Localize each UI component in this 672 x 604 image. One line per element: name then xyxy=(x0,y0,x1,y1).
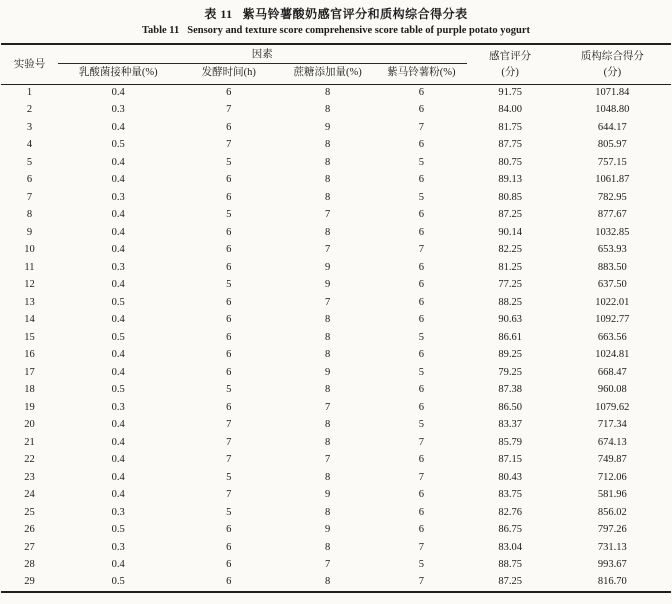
table-cell: 7 xyxy=(26,191,33,203)
table-cell: 6 xyxy=(418,86,425,98)
table-cell: 9 xyxy=(324,489,331,500)
table-cell: 7 xyxy=(418,576,425,587)
table-cell: 0.4 xyxy=(111,86,125,98)
table-cell: 28 xyxy=(24,559,35,570)
table-cell: 8 xyxy=(324,471,331,483)
table-cell: 7 xyxy=(324,559,331,570)
header-experiment-no: 实验号 xyxy=(13,59,46,70)
table-cell: 23 xyxy=(24,471,35,483)
table-cell: 653.93 xyxy=(597,244,627,255)
table-row xyxy=(1,557,671,575)
table-cell: 6 xyxy=(418,296,425,308)
table-cell: 5 xyxy=(418,191,425,203)
table-cell: 7 xyxy=(226,489,232,500)
header-sensory-score-line1: 感官评分 xyxy=(489,50,532,62)
table-cell: 6 xyxy=(418,314,425,325)
table-row xyxy=(1,224,671,242)
table-cell: 8 xyxy=(324,191,331,203)
table-cell: 0.5 xyxy=(111,296,125,308)
table-row xyxy=(1,154,671,172)
table-cell: 1024.81 xyxy=(595,349,630,360)
table-cell: 712.06 xyxy=(597,471,627,483)
table-cell: 14 xyxy=(24,314,35,325)
table-cell: 9 xyxy=(324,524,331,535)
table-body xyxy=(1,84,671,592)
table-cell: 18 xyxy=(24,384,35,395)
table-cell: 5 xyxy=(226,156,232,168)
table-cell: 757.15 xyxy=(597,156,627,168)
table-cell: 5 xyxy=(418,366,425,378)
table-cell: 79.25 xyxy=(498,366,522,378)
table-cell: 5 xyxy=(418,331,425,343)
table-cell: 13 xyxy=(24,296,35,308)
table-cell: 80.43 xyxy=(498,471,522,483)
table-cell: 6 xyxy=(418,506,425,518)
table-cell: 6 xyxy=(226,226,232,238)
table-row xyxy=(1,469,671,487)
table-cell: 6 xyxy=(226,174,232,185)
table-cell: 7 xyxy=(418,436,425,448)
table-cell: 81.75 xyxy=(498,121,522,133)
table-row xyxy=(1,434,671,452)
table-cell: 1079.62 xyxy=(595,401,630,413)
table-cell: 88.75 xyxy=(498,559,522,570)
table-cell: 84.00 xyxy=(498,104,522,115)
table-cell: 8 xyxy=(324,226,331,238)
table-cell: 83.37 xyxy=(498,419,522,430)
table-cell: 0.4 xyxy=(111,454,125,465)
table-cell: 782.95 xyxy=(597,191,627,203)
table-cell: 6 xyxy=(226,366,232,378)
table-cell: 8 xyxy=(324,384,331,395)
table-row xyxy=(1,364,671,382)
table-row xyxy=(1,399,671,417)
table-row xyxy=(1,294,671,312)
table-cell: 87.25 xyxy=(498,576,522,587)
table-cell: 8 xyxy=(324,349,331,360)
table-cell: 6 xyxy=(226,314,232,325)
table-cell: 6 xyxy=(226,541,232,553)
table-row xyxy=(1,487,671,505)
table-cell: 7 xyxy=(418,471,425,483)
table-cell: 1048.80 xyxy=(595,104,630,115)
table-cell: 0.4 xyxy=(111,244,125,255)
table-cell: 86.75 xyxy=(498,524,522,535)
table-cell: 9 xyxy=(324,366,331,378)
table-cell: 7 xyxy=(226,454,232,465)
table-cell: 17 xyxy=(24,366,35,378)
table-cell: 637.50 xyxy=(597,279,627,290)
table-cell: 0.4 xyxy=(111,209,125,220)
table-row xyxy=(1,137,671,155)
table-cell: 6 xyxy=(226,576,232,587)
table-row xyxy=(1,539,671,557)
table-cell: 26 xyxy=(24,524,35,535)
table-row xyxy=(1,417,671,435)
header-group-row xyxy=(1,44,671,63)
table-cell: 6 xyxy=(418,209,425,220)
table-row xyxy=(1,277,671,295)
table-cell: 8 xyxy=(26,209,33,220)
table-cell: 87.15 xyxy=(498,454,522,465)
table-cell: 8 xyxy=(324,419,331,430)
table-cell: 25 xyxy=(24,506,35,518)
table-row xyxy=(1,522,671,540)
table-cell: 5 xyxy=(418,156,425,168)
table-cell: 0.4 xyxy=(111,366,125,378)
table-cell: 0.4 xyxy=(111,174,125,185)
table-cell: 12 xyxy=(24,279,35,290)
table-cell: 82.25 xyxy=(498,244,522,255)
table-header xyxy=(1,44,671,84)
table-cell: 6 xyxy=(418,384,425,395)
header-factor-fermentation-time: 发酵时间(h) xyxy=(201,67,256,79)
table-cell: 0.4 xyxy=(111,279,125,290)
table-cell: 7 xyxy=(418,244,425,255)
table-cell: 90.14 xyxy=(498,226,522,238)
table-cell: 805.97 xyxy=(597,139,627,150)
table-cell: 86.61 xyxy=(498,331,522,343)
table-cell: 0.4 xyxy=(111,471,125,483)
table-cell: 6 xyxy=(226,121,232,133)
table-cell: 0.4 xyxy=(111,314,125,325)
table-cell: 5 xyxy=(226,384,232,395)
table-cell: 5 xyxy=(418,559,425,570)
table-cell: 6 xyxy=(226,244,232,255)
table-cell: 77.25 xyxy=(498,279,522,290)
table-cell: 7 xyxy=(418,541,425,553)
table-cell: 8 xyxy=(324,156,331,168)
table-caption-en xyxy=(1,25,671,36)
table-cell: 668.47 xyxy=(597,366,627,378)
table-cell: 0.3 xyxy=(111,541,125,553)
table-cell: 717.34 xyxy=(597,419,627,430)
table-row xyxy=(1,312,671,330)
header-sensory-score xyxy=(467,44,554,84)
table-cell: 883.50 xyxy=(597,261,627,273)
table-cell: 27 xyxy=(24,541,35,553)
table-cell: 8 xyxy=(324,331,331,343)
table-cell: 8 xyxy=(324,314,331,325)
table-cell: 2 xyxy=(26,104,33,115)
table-cell: 0.3 xyxy=(111,104,125,115)
table-cell: 89.25 xyxy=(498,349,522,360)
table-caption-en-label: Table 11 xyxy=(141,25,180,36)
table-cell: 0.5 xyxy=(111,331,125,343)
table-cell: 6 xyxy=(26,174,33,185)
table-row xyxy=(1,504,671,522)
table-cell: 0.3 xyxy=(111,401,125,413)
table-caption-zh-label: 表 11 xyxy=(204,7,233,21)
table-cell: 7 xyxy=(324,209,331,220)
table-cell: 82.76 xyxy=(498,506,522,518)
table-cell: 80.85 xyxy=(498,191,522,203)
header-factor-sucrose: 蔗糖添加量(%) xyxy=(293,67,362,79)
table-cell: 6 xyxy=(418,349,425,360)
table-cell: 6 xyxy=(226,331,232,343)
table-cell: 6 xyxy=(418,261,425,273)
header-factor-potato-powder: 紫马铃薯粉(%) xyxy=(387,67,456,79)
table-cell: 6 xyxy=(226,261,232,273)
table-cell: 6 xyxy=(418,174,425,185)
table-cell: 0.4 xyxy=(111,226,125,238)
table-cell: 24 xyxy=(24,489,35,500)
table-cell: 9 xyxy=(324,261,331,273)
table-cell: 6 xyxy=(418,279,425,290)
table-row xyxy=(1,329,671,347)
table-cell: 0.3 xyxy=(111,191,125,203)
score-table xyxy=(1,43,671,593)
table-cell: 1 xyxy=(26,86,33,98)
table-cell: 5 xyxy=(226,506,232,518)
table-cell: 663.56 xyxy=(597,331,627,343)
table-cell: 6 xyxy=(418,401,425,413)
header-factor-inoculation: 乳酸菌接种量(%) xyxy=(78,67,158,79)
table-cell: 8 xyxy=(324,104,331,115)
table-cell: 6 xyxy=(418,226,425,238)
table-cell: 7 xyxy=(226,419,232,430)
table-caption-zh-text: 紫马铃薯酸奶感官评分和质构综合得分表 xyxy=(242,7,468,21)
table-row xyxy=(1,102,671,120)
table-cell: 8 xyxy=(324,541,331,553)
table-row xyxy=(1,242,671,260)
table-cell: 0.4 xyxy=(111,436,125,448)
table-row xyxy=(1,259,671,277)
header-texture-score-line2: (分) xyxy=(603,67,622,79)
table-cell: 7 xyxy=(324,454,331,465)
table-cell: 7 xyxy=(226,104,232,115)
table-cell: 4 xyxy=(26,139,33,150)
table-cell: 0.4 xyxy=(111,349,125,360)
table-cell: 21 xyxy=(24,436,35,448)
table-cell: 1071.84 xyxy=(595,86,630,98)
table-caption-zh xyxy=(1,5,671,22)
header-factors-group: 因素 xyxy=(58,44,467,63)
table-cell: 8 xyxy=(324,506,331,518)
table-cell: 10 xyxy=(24,244,35,255)
table-cell: 11 xyxy=(24,261,35,273)
table-cell: 81.25 xyxy=(498,261,522,273)
table-cell: 0.5 xyxy=(111,384,125,395)
table-cell: 20 xyxy=(24,419,35,430)
table-cell: 9 xyxy=(324,121,331,133)
table-cell: 993.67 xyxy=(597,559,627,570)
table-cell: 0.4 xyxy=(111,156,125,168)
table-cell: 1092.77 xyxy=(595,314,630,325)
table-row xyxy=(1,452,671,470)
table-cell: 0.3 xyxy=(111,506,125,518)
table-cell: 1022.01 xyxy=(595,296,630,308)
table-row xyxy=(1,207,671,225)
table-cell: 8 xyxy=(324,86,331,98)
table-cell: 8 xyxy=(324,576,331,587)
table-cell: 9 xyxy=(324,279,331,290)
table-cell: 6 xyxy=(418,454,425,465)
table-cell: 85.79 xyxy=(498,436,522,448)
table-cell: 6 xyxy=(418,104,425,115)
table-cell: 6 xyxy=(226,559,232,570)
header-sensory-score-line2: (分) xyxy=(501,67,519,79)
table-cell: 90.63 xyxy=(498,314,522,325)
table-cell: 0.4 xyxy=(111,559,125,570)
table-cell: 87.38 xyxy=(498,384,522,395)
table-cell: 877.67 xyxy=(597,209,627,220)
table-cell: 960.08 xyxy=(597,384,627,395)
table-cell: 6 xyxy=(226,86,232,98)
table-cell: 87.75 xyxy=(498,139,522,150)
table-cell: 581.96 xyxy=(597,489,627,500)
table-cell: 1032.85 xyxy=(595,226,630,238)
table-cell: 8 xyxy=(324,436,331,448)
table-cell: 6 xyxy=(226,524,232,535)
table-cell: 644.17 xyxy=(597,121,627,133)
table-cell: 749.87 xyxy=(597,454,627,465)
table-cell: 0.4 xyxy=(111,121,125,133)
table-cell: 7 xyxy=(226,436,232,448)
table-row xyxy=(1,347,671,365)
table-cell: 6 xyxy=(418,524,425,535)
table-cell: 3 xyxy=(26,121,33,133)
table-cell: 1061.87 xyxy=(595,174,630,185)
table-cell: 7 xyxy=(324,401,331,413)
table-cell: 6 xyxy=(226,401,232,413)
table-cell: 5 xyxy=(26,156,33,168)
table-cell: 91.75 xyxy=(498,86,522,98)
table-row xyxy=(1,119,671,137)
table-cell: 816.70 xyxy=(597,576,627,587)
table-cell: 86.50 xyxy=(498,401,522,413)
table-row xyxy=(1,574,671,592)
table-cell: 83.04 xyxy=(498,541,522,553)
table-cell: 88.25 xyxy=(498,296,522,308)
table-cell: 856.02 xyxy=(597,506,627,518)
table-cell: 8 xyxy=(324,139,331,150)
table-cell: 16 xyxy=(24,349,35,360)
table-cell: 6 xyxy=(418,139,425,150)
table-cell: 80.75 xyxy=(498,156,522,168)
table-cell: 0.5 xyxy=(111,576,125,587)
table-cell: 674.13 xyxy=(597,436,627,448)
table-cell: 89.13 xyxy=(498,174,522,185)
table-cell: 9 xyxy=(26,226,33,238)
table-row xyxy=(1,172,671,190)
table-cell: 7 xyxy=(324,244,331,255)
table-cell: 0.5 xyxy=(111,139,125,150)
table-cell: 0.3 xyxy=(111,261,125,273)
table-cell: 6 xyxy=(418,489,425,500)
table-cell: 0.4 xyxy=(111,489,125,500)
header-texture-score-line1: 质构综合得分 xyxy=(580,50,644,62)
table-cell: 0.4 xyxy=(111,419,125,430)
table-row xyxy=(1,382,671,400)
table-caption-en-text: Sensory and texture score comprehensive score table of purple potato yogurt xyxy=(187,25,531,36)
table-cell: 83.75 xyxy=(498,489,522,500)
table-cell: 15 xyxy=(24,331,35,343)
table-cell: 5 xyxy=(226,209,232,220)
table-cell: 7 xyxy=(324,296,331,308)
table-cell: 797.26 xyxy=(597,524,627,535)
table-cell: 6 xyxy=(226,191,232,203)
table-cell: 19 xyxy=(24,401,35,413)
table-cell: 7 xyxy=(418,121,425,133)
table-cell: 87.25 xyxy=(498,209,522,220)
table-cell: 731.13 xyxy=(597,541,627,553)
table-cell: 8 xyxy=(324,174,331,185)
table-row xyxy=(1,84,671,102)
table-cell: 6 xyxy=(226,296,232,308)
table-cell: 5 xyxy=(226,279,232,290)
table-cell: 5 xyxy=(418,419,425,430)
table-cell: 22 xyxy=(24,454,35,465)
table-cell: 7 xyxy=(226,139,232,150)
table-cell: 6 xyxy=(226,349,232,360)
table-cell: 0.5 xyxy=(111,524,125,535)
table-cell: 5 xyxy=(226,471,232,483)
table-cell: 29 xyxy=(24,576,35,587)
header-texture-score xyxy=(554,44,671,84)
table-row xyxy=(1,189,671,207)
